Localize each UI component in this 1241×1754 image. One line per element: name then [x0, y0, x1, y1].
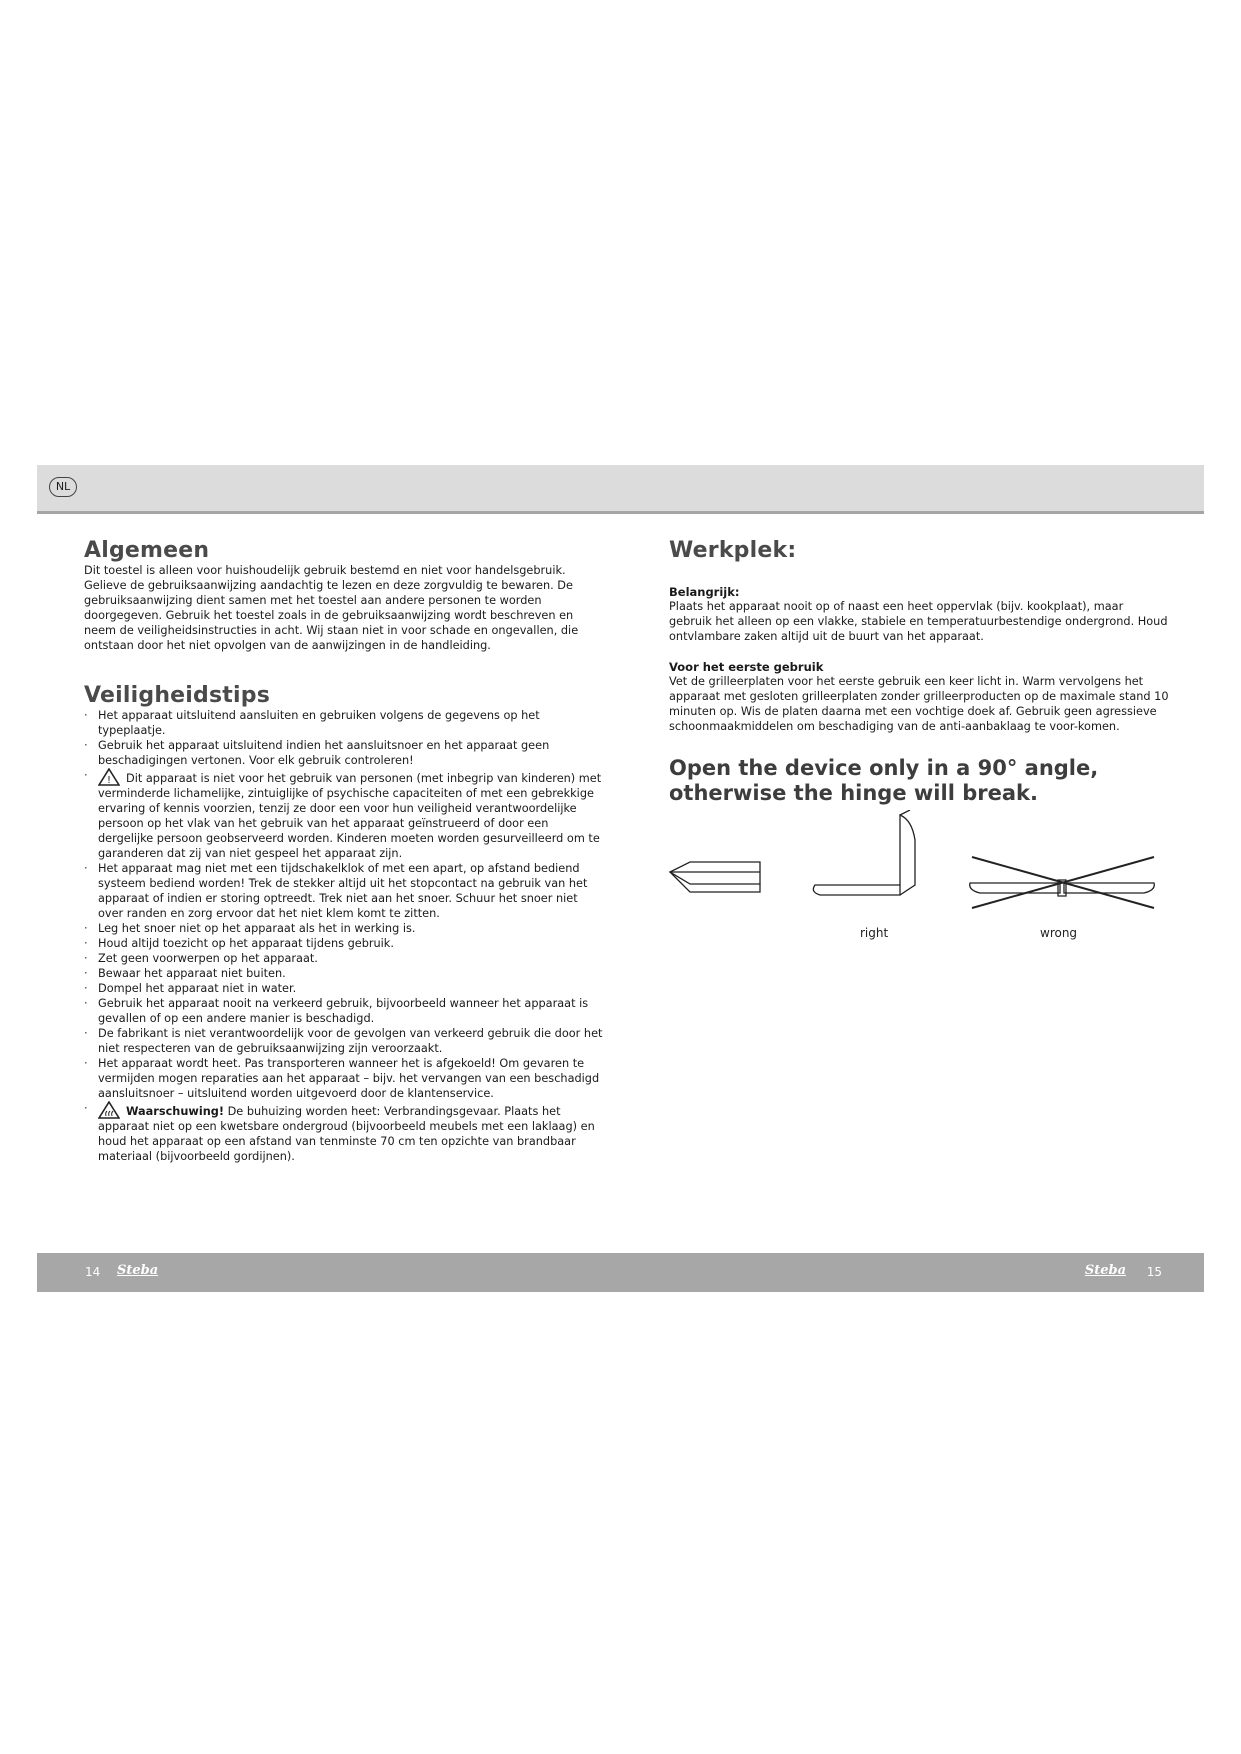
algemeen-text: Dit toestel is alleen voor huishoudelijk gebruik bestemd en niet voor handelsgebruik. Gelieve de gebruiksaanwijzing aandachtig te lezen en deze zorgvuldig te bewaren. De gebruiksaanwijzing dient samen met het toestel aan andere personen te worden doorgegeven. Gebruik het toestel zoals in de gebruiksaanwijzing wordt beschreven en neem de veiligheidsinstructies in acht. Wij staan niet in voor schade en ongevallen, die ontstaan door het niet opvolgen van de aanwijzingen in de handleiding.: [84, 564, 579, 652]
tip-item: · Houd altijd toezicht op het apparaat tijdens gebruik.: [84, 936, 604, 951]
tip-item: · Leg het snoer niet op het apparaat als het in werking is.: [84, 921, 604, 936]
tip-item: [84, 768, 604, 861]
wrong-open-device-drawing: [970, 857, 1155, 908]
right-column: [669, 538, 1169, 806]
tip-item: · Gebruik het apparaat nooit na verkeerd gebruik, bijvoorbeeld wanneer het apparaat is gevallen of op een andere manier is beschadigd.: [84, 996, 604, 1026]
label-wrong: wrong: [1040, 926, 1078, 940]
label-right: right: [860, 926, 889, 940]
belangrijk-heading: Belangrijk:: [669, 585, 740, 599]
page-number-left: 14: [85, 1265, 101, 1279]
hot-surface-warning-icon: [98, 1101, 120, 1119]
svg-text:!: · !: [106, 775, 112, 786]
right-open-device-drawing: [813, 810, 915, 895]
language-badge: NL: [49, 477, 77, 497]
werkplek-title: Werkplek:: [669, 538, 797, 563]
hinge-diagram: [660, 810, 1170, 960]
tip-item: · De fabrikant is niet verantwoordelijk voor de gevolgen van verkeerd gebruik die door het niet respecteren van de gebruiksaanwijzing zijn veroorzaakt.: [84, 1026, 604, 1056]
eerste-gebruik-heading: Voor het eerste gebruik: [669, 660, 824, 674]
tip-item: · Gebruik het apparaat uitsluitend indien het aansluitsnoer en het apparaat geen beschadigingen vertonen. Voor elk gebruik controleren!: [84, 738, 604, 768]
warning-triangle-icon: [98, 768, 120, 786]
brand-logo-left: Steba: [117, 1263, 159, 1278]
tip-item: · Bewaar het apparaat niet buiten.: [84, 966, 604, 981]
page-number-right: 15: [1146, 1265, 1162, 1279]
warning-item: [84, 1101, 604, 1164]
tip-item: · Dompel het apparaat niet in water.: [84, 981, 604, 996]
header-band: [37, 465, 1204, 514]
tip-item: · Zet geen voorwerpen op het apparaat.: [84, 951, 604, 966]
closed-device-drawing: [670, 862, 760, 892]
safety-tips-list: [84, 708, 604, 1164]
hinge-angle-figure: [660, 810, 1170, 960]
left-column: [84, 538, 604, 1164]
footer-band: [37, 1253, 1204, 1292]
tip-item: · Het apparaat uitsluitend aansluiten en gebruiken volgens de gegevens op het typeplaatje.: [84, 708, 604, 738]
hinge-callout: Open the device only in a 90° angle, otherwise the hinge will break.: [669, 756, 1099, 805]
eerste-gebruik-text: Vet de grilleerplaten voor het eerste gebruik een keer licht in. Warm vervolgens het apparaat met gesloten grilleerplaten zonder grilleerproducten op de maximale stand 10 minuten op. Wis de platen daarna met een vochtige doek af. Gebruik geen agressieve schoonmaakmiddelen om beschadiging van de anti-aanbaklaag te voor-komen.: [669, 675, 1169, 733]
brand-logo-right: Steba: [1084, 1263, 1126, 1278]
veiligheidstips-title: Veiligheidstips: [84, 683, 270, 708]
belangrijk-text: Plaats het apparaat nooit op of naast een heet oppervlak (bijv. kookplaat), maar gebruik het alleen op een vlakke, stabiele en temperatuurbestendige ondergrond. Houd ontvlambare zaken altijd uit de buurt van het apparaat.: [669, 600, 1168, 643]
warning-label: Waarschuwing!: [126, 1105, 224, 1118]
warning-text: De buhuizing worden heet: Verbrandingsgevaar. Plaats het apparaat niet op een kwetsbare ondergroud (bijvoorbeeld meubels met een laklaag) en houd het apparaat op een afstand van tenminste 70 cm ten opzichte van brandbaar materiaal (bijvoorbeeld gordijnen).: [98, 1105, 595, 1163]
algemeen-title: Algemeen: [84, 538, 210, 563]
tip-item: · Het apparaat wordt heet. Pas transporteren wanneer het is afgekoeld! Om gevaren te vermijden mogen reparaties aan het apparaat – bijv. het vervangen van een beschadigd aansluitsnoer – uitsluitend worden uitgevoerd door de klantenservice.: [84, 1056, 604, 1101]
tip-item-text: Dit apparaat is niet voor het gebruik van personen (met inbegrip van kinderen) met verminderde lichamelijke, zintuiglijke of psychische capaciteiten of met een gebrekkige ervaring of kennis voorzien, tenzij ze door een voor hun veiligheid verantwoordelijke persoon op het vlak van het gebruik van het apparaat geïnstrueerd of door een dergelijke persoon geobserveerd worden. Kinderen moeten worden gesurveilleerd om te garanderen dat zij van niet gespeel het apparaat zijn.: [98, 772, 602, 860]
tip-item: · Het apparaat mag niet met een tijdschakelklok of met een apart, op afstand bediend systeem bediend worden! Trek de stekker altijd uit het stopcontact na gebruik van het apparaat of indien er storing optreedt. Trek niet aan het snoer. Schuur het snoer niet over randen en zorg ervoor dat het niet klem komt te zitten.: [84, 861, 604, 921]
